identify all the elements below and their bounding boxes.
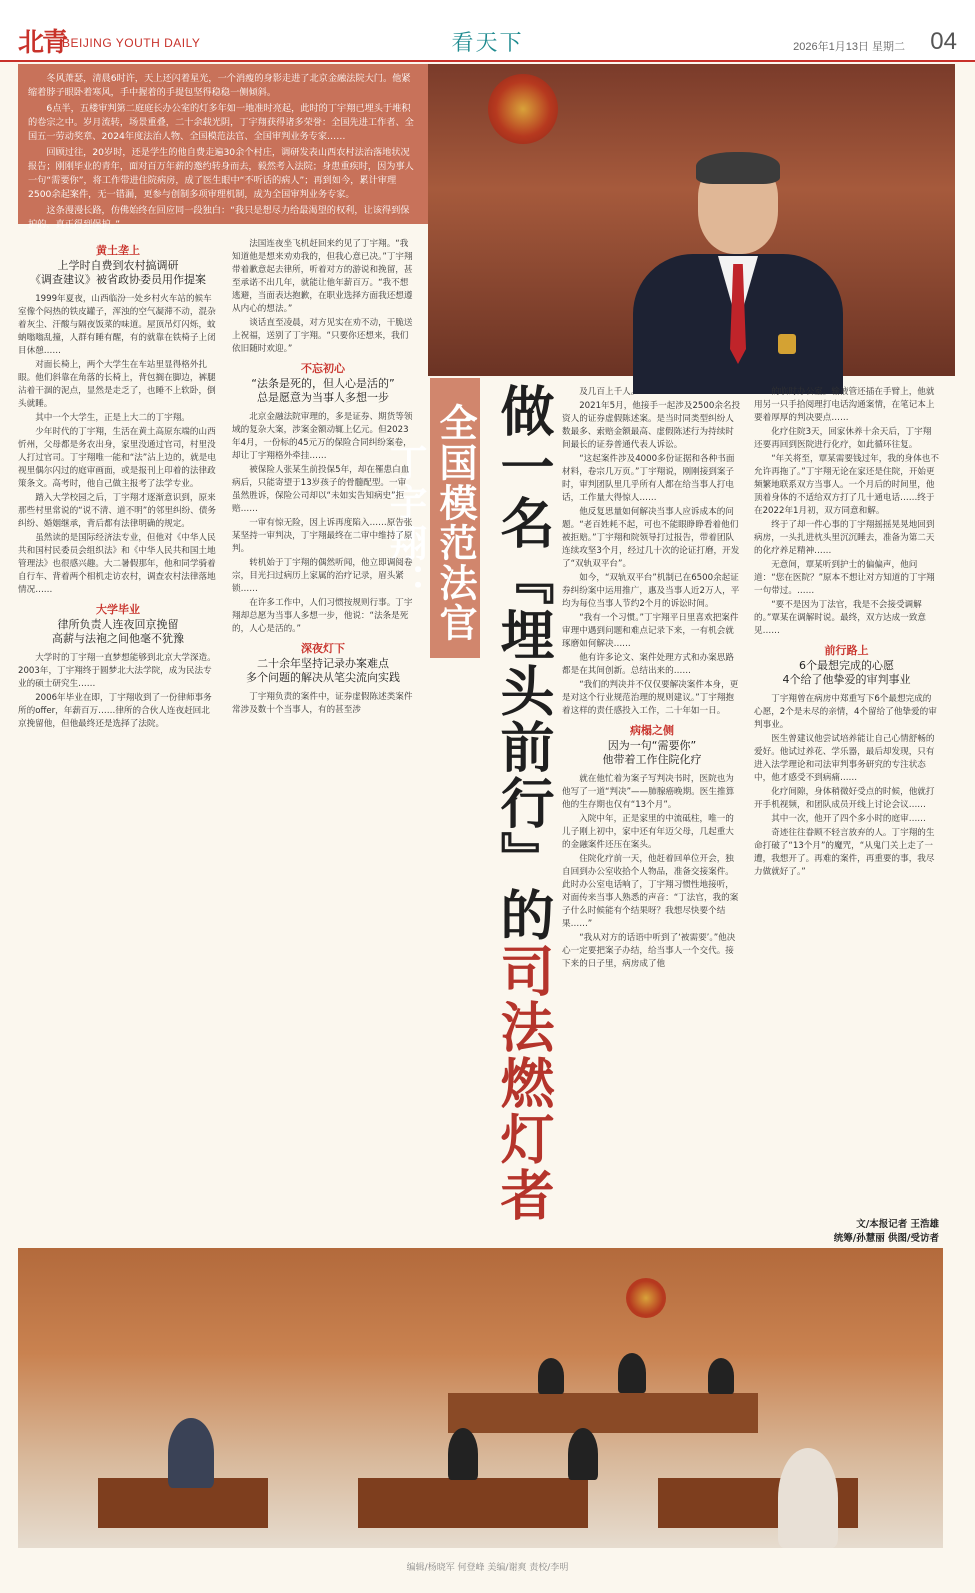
masthead xyxy=(0,0,975,62)
paragraph: “我们的判决并不仅仅要解决案件本身，更是对这个行业规范治理的规则建议。”丁宇翔抱着这样的责任感投入工作，二十年如一日。 xyxy=(562,680,739,716)
subhead-line: 律所负责人连夜回京挽留 xyxy=(57,618,179,631)
paragraph: 奇迹往往眷顾不轻言放弃的人。丁宇翔的生命打破了“13个月”的魔咒，“从鬼门关上走了一遭，我想开了。再难的案件，再重要的事，我尽力做就好了。” xyxy=(754,828,935,877)
litigant-figure xyxy=(168,1418,214,1488)
article-column-3 xyxy=(562,386,742,1246)
paragraph: 虽然读的是国际经济法专业，但他对《中华人民共和国村民委员会组织法》和《中华人民共和国土地管理法》也很感兴趣。大二暑假那年，他和同学骑着自行车、背着两个相机走访农村，调查农村法律落地情况…… xyxy=(18,533,216,595)
issue-date: 2026年1月13日 星期二 xyxy=(793,41,905,53)
paragraph: 住院化疗前一天，他赶着回单位开会，独自回到办公室收拾个人物品，准备交接案件。此时办公室电话响了，丁宇翔习惯性地接听，对面传来当事人熟悉的声音：“丁法官，我的案子什么时候能有个结果呀？我想尽快要个结果……” xyxy=(562,854,739,929)
paragraph: 化疗住院3天，回家休养十余天后，丁宇翔还要再回到医院进行化疗，如此循环往复。 xyxy=(754,427,932,450)
subhead-line: 因为一句“需要你” xyxy=(607,739,697,752)
intro-paragraph: 这条漫漫长路，仿佛始终在回应同一段独白：“我只是想尽力给最渴望的权利，让该得到保护的，真正得到保护。” xyxy=(28,205,410,230)
paragraph: 北京金融法院审理的，多是证券、期货等领域的复杂大案，涉案金额动辄上亿元。但2023年4月，一份标的45元万的保险合同纠纷案卷，却让丁宇翔格外牵挂…… xyxy=(232,412,413,461)
judge-figure xyxy=(538,1358,564,1394)
footer-credits: 编辑/杨晓军 何登峰 美编/谢爽 责校/李明 xyxy=(406,1563,569,1573)
intro-paragraph: 6点半，五楼审判第二庭庭长办公室的灯多年如一地准时亮起，此时的丁宇翔已埋头于堆积的卷宗之中。岁月流转，场景重叠，二十余载光阴，丁宇翔获得诸多荣誉：全国先进工作者、全国五一劳动奖章、2024年度法治人物、全国模范法官、全国审判业务专家…… xyxy=(28,103,414,142)
section-title: 看天下 xyxy=(451,31,524,56)
paragraph: 就在他忙着为案子写判决书时，医院也为他写了一道“判决”——肺腺癌晚期。医生推算他的生存期也仅有“13个月”。 xyxy=(562,774,735,810)
subhead xyxy=(18,603,218,646)
paragraph: 如今，“双轨双平台”机制已在6500余起证券纠纷案中运用推广，惠及当事人近2万人，平均为每位当事人节约2个月的诉讼时间。 xyxy=(562,573,740,609)
paragraph: 他有许多论文、案件处理方式和办案思路都是在其间创新。总结出来的…… xyxy=(562,653,734,676)
headline-part-b: 司法燃灯者 xyxy=(492,943,555,1223)
subhead-line: 上学时自费到农村搞调研 xyxy=(57,259,179,272)
paragraph: 谈话直至凌晨，对方见实在劝不动，干脆送上祝福，送别了丁宇翔。“只要你还想来，我们依旧随时欢迎。” xyxy=(232,318,413,354)
clerk-figure xyxy=(448,1428,478,1480)
subhead-line: 4个给了他挚爱的审判事业 xyxy=(782,673,911,686)
paragraph: 在许多工作中，人们习惯按规则行事。丁宇翔却总愿为当事人多想一步，他说：“法条是死的，人心是活的。” xyxy=(232,598,413,634)
paragraph: 其中一次，他开了四个多小时的庭审…… xyxy=(771,814,926,824)
paragraph: 法国连夜坐飞机赶回来约见了丁宇翔。“我知道他是想来劝劝我的，但我心意已决。”丁宇翔带着歉意起去律所，听着对方的游说和挽留，甚至承诺不出几年，就能让他年薪百万。“我不想逃避，当面表达抱歉，在职业选择方面我还想遵从内心的想法。” xyxy=(232,239,413,314)
byline-credits: 统筹/孙慧丽 供图/受访者 xyxy=(833,1233,939,1244)
paragraph: 无意间，覃某听到护士的偏偏声，他问道：“您在医院？”原本不想让对方知道的丁宇翔一句带过。…… xyxy=(754,560,935,596)
byline xyxy=(754,1218,939,1246)
headline xyxy=(488,383,558,1263)
headline-part-a: 做一名『埋头前行』的 xyxy=(492,383,555,943)
paragraph: 终于了却一件心事的丁宇翔摇摇晃晃地回到病房，一头扎进枕头里沉沉睡去，准备为第二天的化疗养足精神…… xyxy=(754,520,935,556)
courtroom-photo xyxy=(18,1248,943,1548)
article-column-1 xyxy=(18,238,218,1238)
paragraph: 其中一个大学生，正是上大二的丁宇翔。 xyxy=(35,413,190,423)
litigant-figure xyxy=(778,1448,838,1548)
page-number: 04 xyxy=(930,28,957,55)
subhead-line: 《调查建议》被省政协委员用作提案 xyxy=(30,273,206,286)
clerk-figure xyxy=(568,1428,598,1480)
paragraph: 2021年5月，他接手一起涉及2500余名投资人的证券虚假陈述案。是当时同类型纠纷人数最多、索赔金额最高、虚假陈述行为持续时间最长的证券普通代表人诉讼。 xyxy=(562,401,741,450)
judge-portrait xyxy=(428,64,955,376)
intro-panel xyxy=(18,64,428,230)
paragraph: 被保险人张某生前投保5年，却在罹患白血病后，只能寄望于13岁孩子的骨髓配型。一审虽然胜诉，保险公司却以“未如实告知病史”拒赔…… xyxy=(232,465,410,514)
paragraph: 入院中年，正是家里的中流砥柱，唯一的儿子刚上初中，家中还有年迈父母，几起重大的金融案件还压在案头。 xyxy=(562,814,734,850)
judges-bench xyxy=(448,1393,758,1433)
subhead-tag: 不忘初心 xyxy=(301,362,345,375)
paragraph: “年关将至，覃某需要钱过年，我的身体也不允许再拖了。”丁宇翔无论在家还是住院，开始更频繁地联系双方当事人。一个月后的时间里，他顶着身体的不适给双方打了几十通电话……终于在2022年1月初，双方同意和解。 xyxy=(754,454,939,516)
subhead xyxy=(232,642,414,685)
subhead-line: 他带着工作住院化疗 xyxy=(602,753,702,766)
subhead-tag: 黄土垄上 xyxy=(96,244,140,257)
paragraph: 一审有惊无险，因上诉再度陷入……原告张某坚持一审判决，丁宇翔最终在二审中维持了原判。 xyxy=(232,518,413,554)
subhead-line: 高薪与法袍之间他毫不犹豫 xyxy=(52,632,184,645)
subhead-tag: 前行路上 xyxy=(824,644,869,657)
court-emblem-icon xyxy=(626,1278,666,1318)
judge-figure xyxy=(708,1358,734,1394)
paragraph: 他反复思量如何解决当事人应诉成本的问题。“老百姓耗不起，可也不能眼睁睁看着他们被拒赔。”丁宇翔和院领导打过报告，带着团队连续攻坚3个月，经过几十次的论证打磨，开发了“双轨双平台”。 xyxy=(562,507,740,569)
subhead-line: “法条是死的，但人心是活的” xyxy=(251,377,395,390)
subhead xyxy=(754,644,939,687)
byline-author: 文/本报记者 王浩雄 xyxy=(856,1219,939,1230)
paragraph: 2006年毕业在即，丁宇翔收到了一份律师事务所的offer，年薪百万……律所的合伙人连夜赶回北京挽留他，但他最终还是选择了法院。 xyxy=(18,693,212,729)
paragraph: 少年时代的丁宇翔，生活在黄土高原东端的山西忻州，父母都是务农出身，家里没通过官司，村里没人打过官司。丁宇翔唯一能和“法”沾上边的，就是电视里偶尔闪过的庭审画面，或是报刊上印着的法律政策条文。高考时，他自己做主报考了法学专业。 xyxy=(18,427,216,489)
paragraph: 转机始于丁宇翔的偶然听闻，他立即调阅卷宗，目光扫过病历上家属的治疗记录，眉头紧锁…… xyxy=(232,558,413,594)
court-badge-icon xyxy=(778,334,796,354)
subhead-line: 总是愿意为当事人多想一步 xyxy=(257,391,389,404)
subhead-tag: 深夜灯下 xyxy=(301,642,345,655)
portrait-hair xyxy=(696,152,780,184)
subhead-tag: 病榻之侧 xyxy=(630,724,674,737)
paragraph: 踏入大学校园之后，丁宇翔才逐渐意识到，原来那些村里常说的“说不清、道不明”的邻里纠纷、债务纠纷、婚姻继承，背后都有法律明确的规定。 xyxy=(18,493,216,529)
clerk-desk xyxy=(358,1478,588,1528)
subhead-tag: 大学毕业 xyxy=(96,603,140,616)
subhead-line: 二十余年坚持记录办案难点 xyxy=(257,657,389,670)
newspaper-name-en: BEIJING YOUTH DAILY xyxy=(62,36,201,50)
paragraph: 化疗间隙，身体稍微好受点的时候，他就打开手机视频，和团队成员开线上讨论会议…… xyxy=(754,787,935,810)
subhead-line: 多个问题的解决从笔尖流向实践 xyxy=(246,671,400,684)
paragraph: “这起案件涉及4000多份证据和各种书面材料，卷宗几万页。”丁宇翔说，刚刚接到案子时，审判团队里几乎所有人都在给当事人打电话，工作量大得惊人…… xyxy=(562,454,735,503)
paragraph: 丁宇翔负责的案件中，证券虚假陈述类案件常涉及数十个当事人，有的甚至涉 xyxy=(232,692,413,715)
paragraph: 及几百上千人。 xyxy=(579,387,640,397)
paragraph: 1999年夏夜，山西临汾一处乡村火车站的候车室像个闷热的铁皮罐子，浑浊的空气凝滞不动，混杂着灰尘、汗酸与隔夜饭菜的味道。屋顶吊灯闪烁，蚊蚋嗡嗡乱撞，人群有睡有醒，有的就靠在铁椅子上闭目休憩…… xyxy=(18,294,216,356)
paragraph: 对面长椅上，两个大学生在车站里显得格外扎眼。他们斜靠在角落的长椅上，背包搁在脚边，裤腿沾着干涸的泥点，显然是走乏了，也睡不上软卧，倒头就睡。 xyxy=(18,360,216,409)
paragraph: 的临时办公室。输液管还插在手臂上，他就用另一只手拾阅理打电话沟通案情，在笔记本上要着厚厚的判决要点…… xyxy=(754,387,935,423)
paragraph: “我有一个习惯。”丁宇翔平日里喜欢把案件审理中遇到问题和难点记录下来，一有机会就琢磨如何解决…… xyxy=(562,613,739,649)
paragraph: “我从对方的话语中听到了‘被需要’。”他决心一定要把案子办结，给当事人一个交代。接下来的日子里，病房成了他 xyxy=(562,933,736,969)
newspaper-logo: 北青 xyxy=(18,28,67,58)
paragraph: “要不是因为丁法官，我是不会接受调解的。”覃某在调解时说。最终，双方达成一致意见…… xyxy=(754,600,927,636)
article-column-2 xyxy=(232,238,414,1238)
paragraph: 丁宇翔曾在病房中郑重写下6个最想完成的心愿，2个是未尽的亲情，4个留给了他挚爱的审判事业。 xyxy=(754,694,937,730)
paragraph: 大学时的丁宇翔一直梦想能够到北京大学深造。2003年，丁宇翔终于圆梦北大法学院，成为民法专业的硕士研究生…… xyxy=(18,653,216,689)
subhead xyxy=(232,362,414,405)
intro-paragraph: 回顾过往，20岁时，还是学生的他自费走遍30余个村庄，调研发表山西农村法治落地状况报告；刚刚毕业的青年，面对百万年薪的邀约转身而去，毅然考入法院；身患重疾时，因为事人一句“需要你”，将工作带进住院病房，成了医生眼中“不听话的病人”；再到如今，累计审理2500余起案件，无一错漏，更参与创制多项审理机制，成为全国审判业务专家。 xyxy=(28,147,414,200)
intro-paragraph: 冬风萧瑟，清晨6时许，天上还闪着星光，一个消瘦的身影走进了北京金融法院大门。他紧缩着脖子眼卧着寒风，手中握着的手提包坚得稳稳一侧倾斜。 xyxy=(28,73,411,98)
national-emblem-icon xyxy=(488,74,558,144)
judge-figure xyxy=(618,1353,646,1393)
headline-kicker: 全国模范法官丁宇翔： xyxy=(430,378,480,658)
subhead xyxy=(562,724,742,767)
paragraph: 医生曾建议他尝试培养能让自己心情舒畅的爱好。他试过养花、学乐器，最后却发现，只有进入法学理论和司法审判事务研究的专注状态中，他才感受不到病痛…… xyxy=(754,734,935,783)
subhead xyxy=(18,244,218,287)
article-column-4 xyxy=(754,386,939,1246)
subhead-line: 6个最想完成的心愿 xyxy=(799,659,894,672)
